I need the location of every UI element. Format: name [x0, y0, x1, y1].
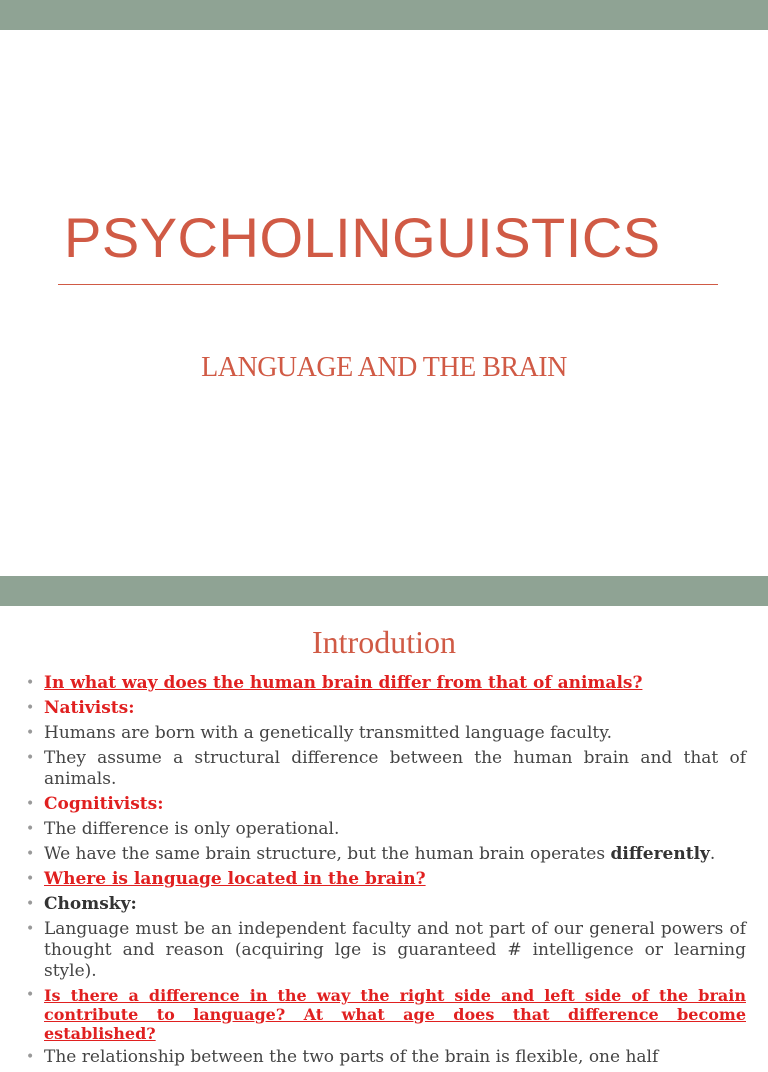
bullet-icon: • [26, 1049, 35, 1065]
bullet-list [26, 673, 746, 1072]
title-divider [58, 284, 718, 285]
bullet-item: • The relationship between the two parts of the brain is flexible, one half [26, 1047, 659, 1067]
bullet-icon: • [26, 796, 35, 812]
top-bar [0, 0, 768, 30]
bullet-item: • Nativists: [26, 698, 135, 718]
bullet-item: • They assume a structural difference between the human brain and that of animals. [26, 748, 746, 789]
bullet-icon: • [26, 846, 35, 862]
slide-separator-bar [0, 576, 768, 606]
bullet-icon: • [26, 700, 35, 716]
bullet-item: • Chomsky: [26, 894, 137, 914]
slide-subtitle: LANGUAGE AND THE BRAIN [201, 352, 567, 383]
bullet-item: • Language must be an independent faculty and not part of our general powers of thought and reason (acquiring lge is guaranteed # intelligence or learning style). [26, 919, 746, 981]
bullet-item: • Humans are born with a genetically transmitted language faculty. [26, 723, 612, 743]
bullet-icon: • [26, 871, 35, 887]
bullet-icon: • [26, 921, 35, 937]
bullet-item: • In what way does the human brain differ from that of animals? [26, 673, 643, 693]
bullet-item: • Is there a difference in the way the right side and left side of the brain contribute to language? At what age does that difference become established? [26, 986, 746, 1043]
section-title: Introdution [312, 624, 456, 660]
bullet-item: • Cognitivists: [26, 794, 164, 814]
bullet-icon: • [26, 675, 35, 691]
bullet-icon: • [26, 725, 35, 741]
bullet-item: • The difference is only operational. [26, 819, 340, 839]
slide-title: PSYCHOLINGUISTICS [64, 206, 661, 269]
bullet-item: • We have the same brain structure, but the human brain operates differently. [26, 844, 716, 864]
bullet-icon: • [26, 821, 35, 837]
bullet-item: • Where is language located in the brain? [26, 869, 426, 889]
bullet-icon: • [26, 896, 35, 912]
bullet-icon: • [26, 750, 35, 766]
bullet-icon: • [26, 987, 35, 1003]
